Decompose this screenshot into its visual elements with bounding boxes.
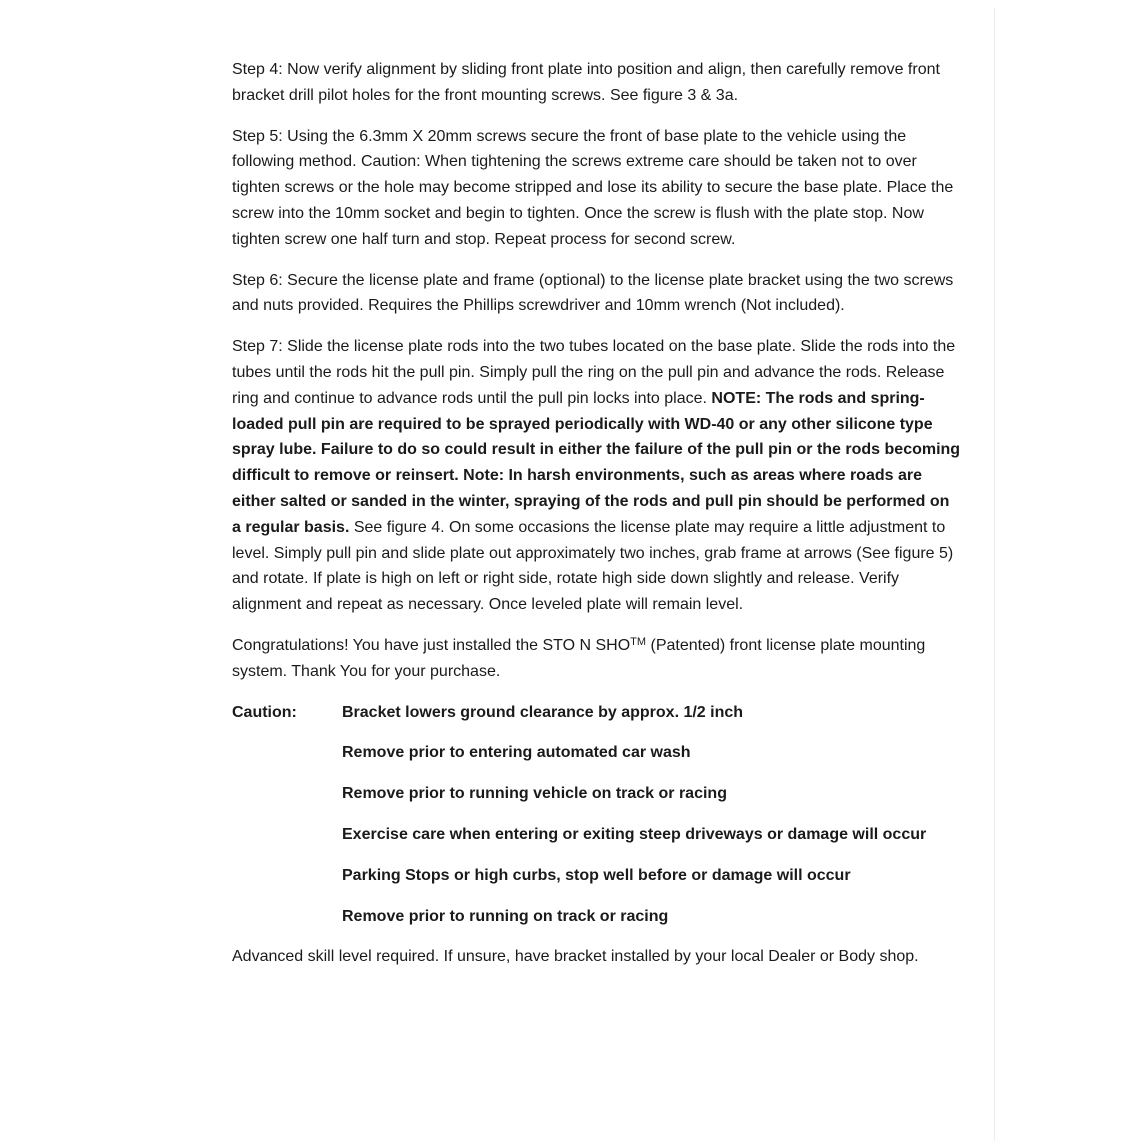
caution-item: Remove prior to running vehicle on track or racing	[342, 785, 727, 803]
caution-row-6	[232, 904, 962, 930]
caution-label: Caution:	[232, 703, 297, 721]
congrats-text-before: Congratulations! You have just installed the STO N SHO	[232, 636, 631, 654]
congrats-text-after: (Patented) front license plate mounting system. Thank You for your purchase.	[232, 636, 926, 680]
step-7-intro: Step 7: Slide the license plate rods into the two tubes located on the base plate. Slide the rods into the tubes until the rods hit the pull pin. Simply pull the ring on the pull pin and advance the rods. Release ring and continue to advance rods until the pull pin locks into place.	[232, 338, 956, 407]
step-7-paragraph	[232, 334, 962, 618]
caution-row-3	[232, 781, 962, 807]
page-edge-divider	[994, 8, 995, 1141]
caution-item: Bracket lowers ground clearance by approx. 1/2 inch	[342, 703, 744, 721]
closing-paragraph: Advanced skill level required. If unsure, have bracket installed by your local Dealer or Body shop.	[232, 948, 919, 966]
step-6-paragraph: Step 6: Secure the license plate and frame (optional) to the license plate bracket using the two screws and nuts provided. Requires the Phillips screwdriver and 10mm wrench (Not included).	[232, 271, 954, 315]
congratulations-paragraph	[232, 633, 962, 685]
step-7-note: NOTE: The rods and spring-loaded pull pin are required to be sprayed periodically with WD-40 or any other silicone type spray lube. Failure to do so could result in either the failure of the pull pin or the rods becoming difficult to remove or reinsert. Note: In harsh environments, such as areas where roads are either salted or sanded in the winter, spraying of the rods and pull pin should be performed on a regular basis.	[232, 389, 961, 536]
caution-item: Parking Stops or high curbs, stop well before or damage will occur	[342, 866, 851, 884]
step-5-paragraph: Step 5: Using the 6.3mm X 20mm screws secure the front of base plate to the vehicle using the following method. Caution: When tightening the screws extreme care should be taken not to over tighten screws or the hole may become stripped and lose its ability to secure the base plate. Place the screw into the 10mm socket and begin to tighten. Once the screw is flush with the plate stop. Now tighten screw one half turn and stop. Repeat process for second screw.	[232, 127, 954, 248]
caution-row-4	[232, 822, 962, 848]
caution-item: Remove prior to entering automated car wash	[342, 744, 691, 762]
caution-row-2	[232, 740, 962, 766]
step-7-rest: See figure 4. On some occasions the license plate may require a little adjustment to level. Simply pull pin and slide plate out approximately two inches, grab frame at arrows (See figure 5) and rotate. If plate is high on left or right side, rotate high side down slightly and release. Verify alignment and repeat as necessary. Once leveled plate will remain level.	[232, 518, 954, 614]
step-4-paragraph: Step 4: Now verify alignment by sliding front plate into position and align, then carefully remove front bracket drill pilot holes for the front mounting screws. See figure 3 & 3a.	[232, 61, 940, 104]
trademark-mark: TM	[630, 635, 647, 648]
caution-row-5	[232, 863, 962, 889]
document-body	[232, 57, 962, 985]
caution-row-1	[232, 700, 962, 726]
caution-item: Remove prior to running on track or racing	[342, 907, 669, 925]
caution-item: Exercise care when entering or exiting steep driveways or damage will occur	[342, 825, 927, 843]
